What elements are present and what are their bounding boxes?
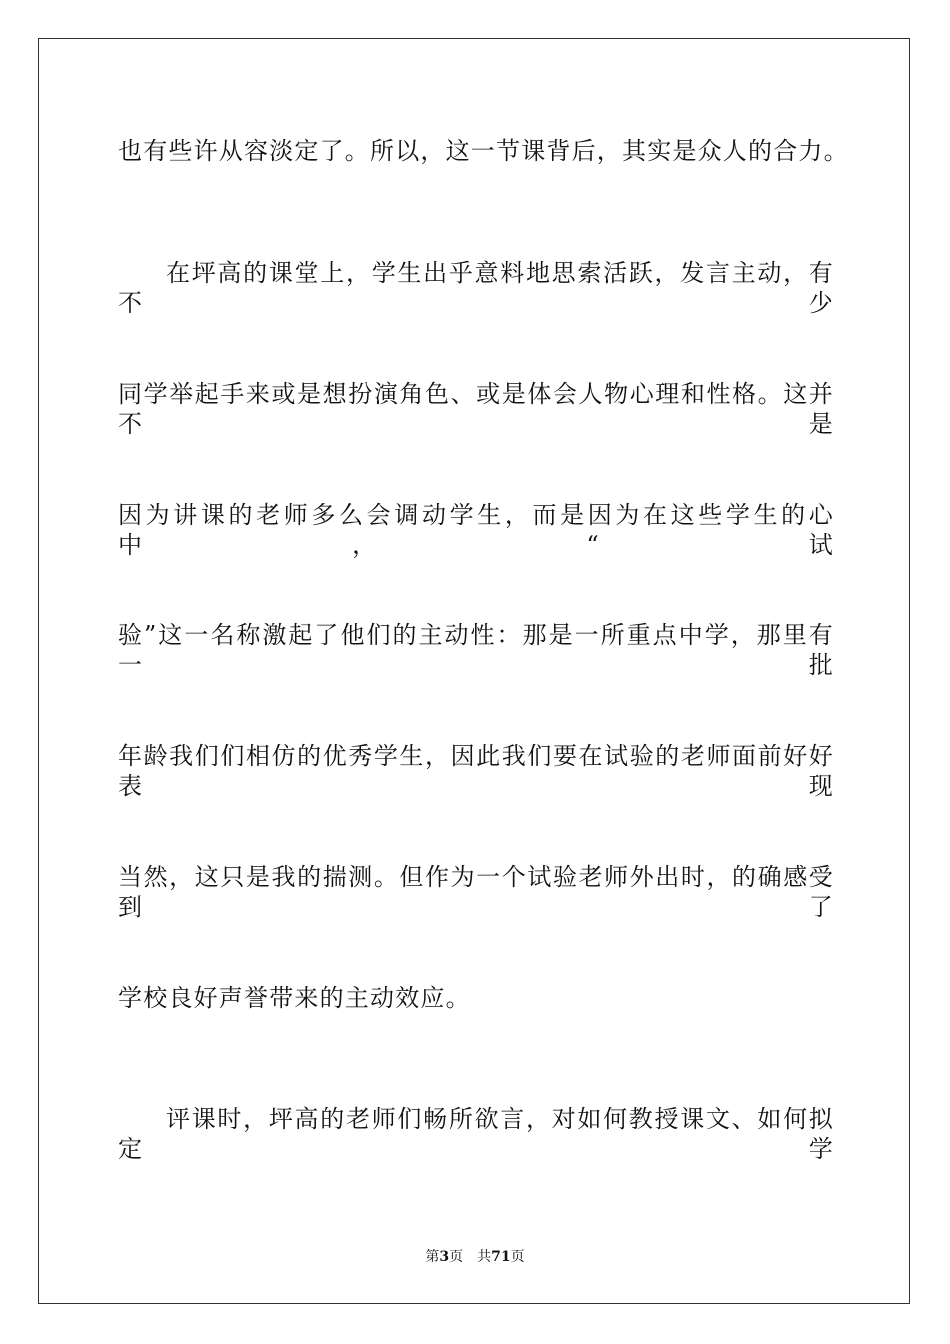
total-pages: 71 <box>491 1249 511 1265</box>
total-prefix: 共 <box>477 1249 492 1265</box>
paragraph-line-4: 因为讲课的老师多么会调动学生，而是因为在这些学生的心中，“试 <box>118 501 834 559</box>
paragraph-line-5: 验”这一名称激起了他们的主动性：那是一所重点中学，那里有一批 <box>118 621 834 679</box>
paragraph-line-8: 学校良好声誉带来的主动效应。 <box>118 984 471 1012</box>
page-footer <box>0 1248 950 1266</box>
paragraph-line-7: 当然，这只是我的揣测。但作为一个试验老师外出时，的确感受到了 <box>118 863 834 921</box>
total-suffix: 页 <box>510 1249 525 1265</box>
page-prefix: 第 <box>425 1249 440 1265</box>
page-suffix: 页 <box>449 1249 464 1265</box>
paragraph-line-2: 在坪高的课堂上，学生出乎意料地思索活跃，发言主动，有不少 <box>118 259 834 317</box>
page-number: 3 <box>439 1249 450 1265</box>
paragraph-line-3: 同学举起手来或是想扮演角色、或是体会人物心理和性格。这并不是 <box>118 380 834 438</box>
paragraph-line-9: 评课时，坪高的老师们畅所欲言，对如何教授课文、如何拟定学 <box>118 1105 834 1163</box>
paragraph-line-1: 也有些许从容淡定了。所以，这一节课背后，其实是众人的合力。 <box>118 137 849 165</box>
paragraph-line-6: 年龄我们们相仿的优秀学生，因此我们要在试验的老师面前好好表现 <box>118 742 834 800</box>
